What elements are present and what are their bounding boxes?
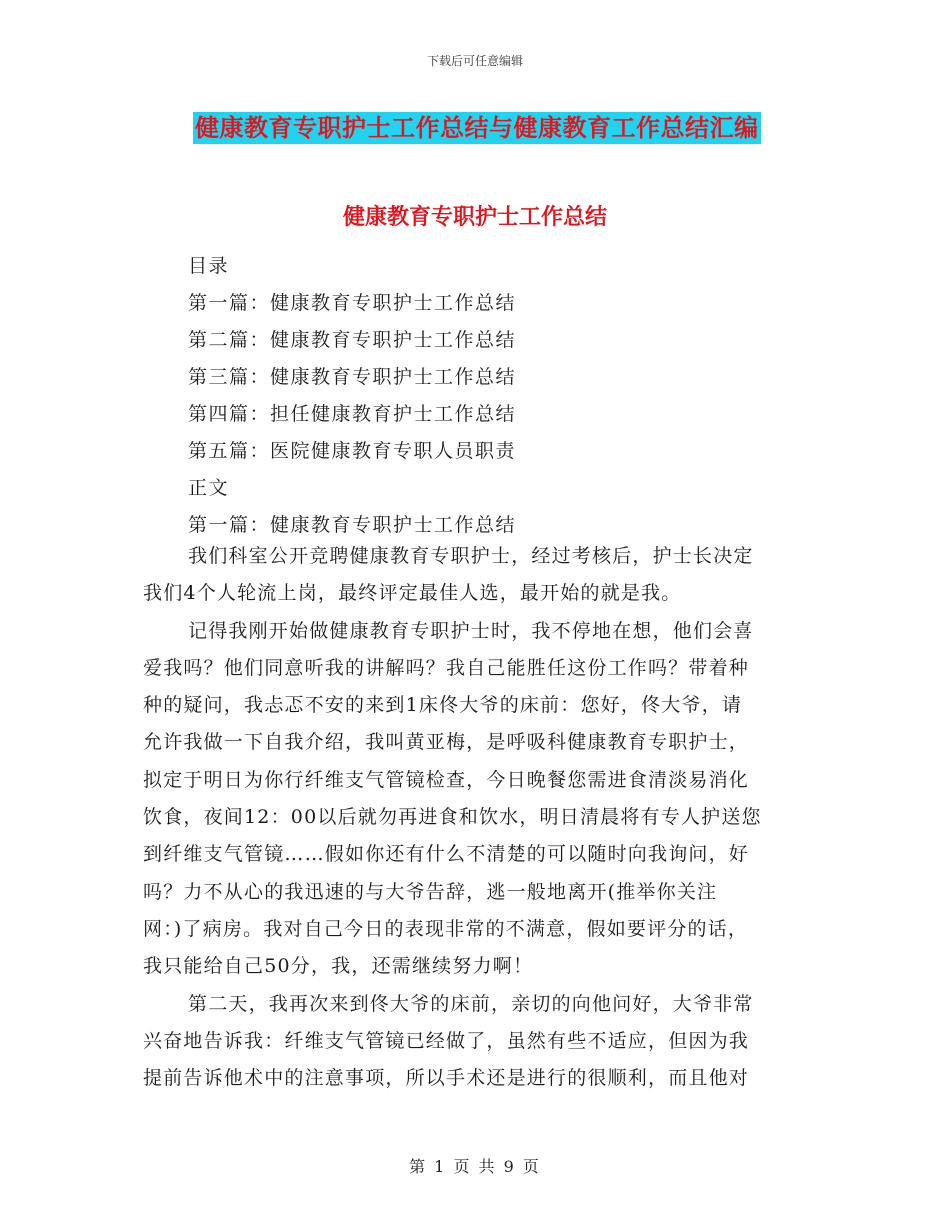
- sub-title: 健康教育专职护士工作总结: [342, 204, 607, 230]
- paragraph-line: 饮食，夜间12：00以后就勿再进食和饮水，明日清晨将有专人护送您: [143, 806, 762, 829]
- paragraph-line: 兴奋地告诉我：纤维支气管镜已经做了，虽然有些不适应，但因为我: [143, 1029, 750, 1052]
- body-text: [143, 538, 803, 1097]
- toc-item: 第五篇：医院健康教育专职人员职责: [188, 440, 517, 462]
- paragraph-line: 网：)了病房。我对自己今日的表现非常的不满意，假如要评分的话，: [143, 917, 749, 940]
- section-heading: 第一篇：健康教育专职护士工作总结: [188, 514, 517, 536]
- paragraph-line: 允许我做一下自我介绍，我叫黄亚梅，是呼吸科健康教育专职护士，: [143, 731, 750, 754]
- paragraph-line: 我只能给自己50分，我，还需继续努力啊！: [143, 955, 534, 978]
- body-heading: 正文: [188, 477, 230, 499]
- paragraph-line: 我们4个人轮流上岗，最终评定最佳人选，最开始的就是我。: [143, 582, 682, 605]
- page-footer: 第 1 页 共 9 页: [409, 1157, 541, 1176]
- paragraph-line: 我们科室公开竞聘健康教育专职护士，经过考核后，护士长决定: [188, 545, 754, 567]
- table-of-contents: [188, 248, 516, 544]
- paragraph-line: 提前告诉他术中的注意事项，所以手术还是进行的很顺利，而且他对: [143, 1067, 750, 1090]
- toc-item: 第四篇：担任健康教育护士工作总结: [188, 403, 517, 425]
- paragraph-line: 吗？力不从心的我迅速的与大爷告辞，逃一般地离开(推举你关注: [143, 880, 718, 903]
- paragraph-line: 种的疑问，我忐忑不安的来到1床佟大爷的床前：您好，佟大爷，请: [143, 694, 743, 717]
- toc-item: 第二篇：健康教育专职护士工作总结: [188, 329, 517, 351]
- paragraph-line: 拟定于明日为你行纤维支气管镜检查，今日晚餐您需进食清淡易消化: [143, 768, 750, 791]
- toc-item: 第一篇：健康教育专职护士工作总结: [188, 292, 517, 314]
- header-note: 下载后可任意编辑: [426, 54, 523, 68]
- paragraph-line: 爱我吗？他们同意听我的讲解吗？我自己能胜任这份工作吗？带着种: [143, 656, 750, 679]
- paragraph-line: 到纤维支气管镜……假如你还有什么不清楚的可以随时向我询问，好: [143, 843, 750, 866]
- main-title: 健康教育专职护士工作总结与健康教育工作总结汇编: [195, 113, 759, 142]
- paragraph-line: 第二天，我再次来到佟大爷的床前，亲切的向他问好，大爷非常: [188, 992, 754, 1015]
- paragraph-line: 记得我刚开始做健康教育专职护士时，我不停地在想，他们会喜: [188, 619, 754, 642]
- toc-item: 第三篇：健康教育专职护士工作总结: [188, 366, 517, 388]
- toc-heading: 目录: [188, 255, 230, 277]
